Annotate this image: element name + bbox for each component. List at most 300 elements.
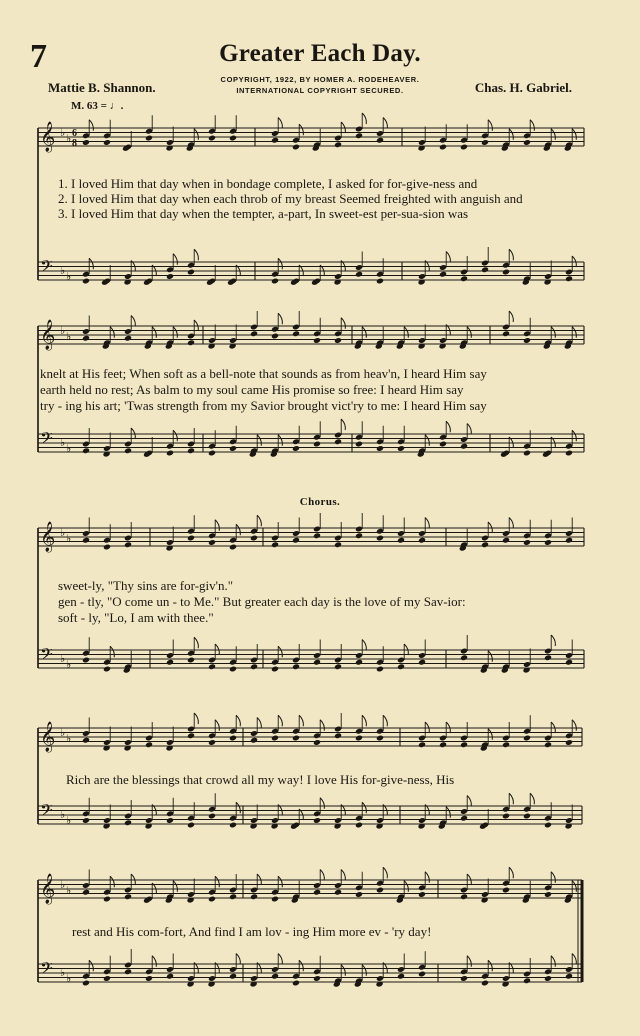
lyric-line: 1. I loved Him that day when in bondage complete, I asked for for-give-ness and — [58, 176, 478, 191]
note-head — [292, 537, 300, 544]
note-flag — [152, 327, 156, 338]
note-head — [439, 144, 447, 151]
note-flag — [173, 327, 177, 338]
note-head — [82, 980, 90, 987]
note-head — [460, 741, 468, 748]
note-flag — [362, 715, 366, 726]
note-flag — [425, 722, 429, 733]
note-flag — [236, 715, 240, 726]
note-flag — [446, 252, 450, 263]
treble-clef: 𝄞 — [40, 522, 56, 552]
lyric-line: sweet-ly, "Thy sins are for-giv'n." — [58, 578, 234, 593]
note-head — [82, 278, 90, 285]
note-flag — [572, 881, 576, 892]
note-head — [187, 732, 195, 739]
note-flag — [383, 867, 387, 878]
flat-sign: ♭ — [66, 815, 72, 827]
note-head — [376, 445, 384, 452]
lyric-line: 2. I loved Him that day when each throb of my breast Seemed freighted with anguish and — [58, 191, 523, 206]
note-head — [271, 735, 279, 742]
note-flag — [530, 120, 534, 131]
note-head — [397, 445, 405, 452]
note-head — [166, 273, 174, 280]
note-head — [439, 441, 447, 448]
note-flag — [467, 424, 471, 435]
note-head — [334, 337, 342, 344]
note-flag — [341, 419, 345, 430]
note-head — [439, 271, 447, 278]
note-head — [103, 975, 111, 982]
note-flag — [173, 430, 177, 441]
note-flag — [551, 872, 555, 883]
note-flag — [467, 874, 471, 885]
note-flag — [467, 327, 471, 338]
note-flag — [278, 876, 282, 887]
note-head — [439, 741, 447, 748]
note-head — [334, 141, 342, 148]
note-flag — [299, 124, 303, 135]
note-head — [271, 137, 279, 144]
note-head — [124, 968, 132, 975]
note-flag — [509, 793, 513, 804]
note-head — [124, 893, 132, 900]
note-head — [376, 666, 384, 673]
note-head — [502, 813, 510, 820]
note-head — [544, 654, 552, 661]
note-flag — [110, 327, 114, 338]
note-flag — [110, 876, 114, 887]
note-head — [292, 330, 300, 337]
note-head — [250, 330, 258, 337]
lyric-line: rest and His com-fort, And find I am lov - ing Him more ev - 'ry day! — [72, 924, 432, 939]
note-head — [418, 891, 426, 898]
author-credit: Mattie B. Shannon. — [48, 80, 156, 95]
note-head — [82, 537, 90, 544]
note-head — [82, 889, 90, 896]
note-head — [82, 737, 90, 744]
note-head — [481, 266, 489, 273]
note-flag — [320, 720, 324, 731]
note-head — [460, 275, 468, 282]
note-flag — [446, 807, 450, 818]
note-head — [376, 137, 384, 144]
note-head — [376, 887, 384, 894]
note-head — [250, 663, 258, 670]
note-head — [187, 822, 195, 829]
flat-sign: ♭ — [60, 527, 66, 539]
note-head — [313, 659, 321, 666]
note-head — [376, 278, 384, 285]
chorus-label: Chorus. — [299, 496, 341, 508]
flat-sign: ♭ — [60, 809, 66, 821]
note-head — [229, 666, 237, 673]
note-flag — [278, 954, 282, 965]
hymn-number: 7 — [30, 38, 47, 75]
note-head — [523, 450, 531, 457]
note-head — [418, 971, 426, 978]
note-head — [502, 887, 510, 894]
note-head — [460, 975, 468, 982]
note-flag — [299, 960, 303, 971]
note-head — [271, 896, 279, 903]
note-head — [460, 893, 468, 900]
metronome-marking: M. 63 = ♩. — [71, 100, 124, 112]
lyric-line: knelt at His feet; When soft as a bell-note that sounds as from heav'n, I heard Him say — [40, 366, 487, 381]
note-flag — [572, 430, 576, 441]
note-head — [334, 438, 342, 445]
note-flag — [89, 258, 93, 269]
note-head — [250, 535, 258, 542]
note-flag — [362, 640, 366, 651]
note-flag — [404, 327, 408, 338]
lyric-line: soft - ly, "Lo, I am with thee." — [58, 610, 214, 625]
note-head — [565, 450, 573, 457]
note-head — [481, 139, 489, 146]
note-head — [187, 269, 195, 276]
note-flag — [257, 718, 261, 729]
note-head — [208, 896, 216, 903]
note-flag — [530, 793, 534, 804]
note-flag — [341, 122, 345, 133]
flat-sign: ♭ — [66, 533, 72, 545]
note-flag — [236, 524, 240, 535]
note-flag — [215, 520, 219, 531]
note-flag — [173, 254, 177, 265]
note-flag — [446, 421, 450, 432]
note-head — [292, 445, 300, 452]
note-head — [250, 737, 258, 744]
flat-sign: ♭ — [66, 331, 72, 343]
time-signature: 8 — [72, 138, 77, 149]
note-flag — [194, 320, 198, 331]
note-head — [103, 139, 111, 146]
note-flag — [278, 118, 282, 129]
note-head — [355, 271, 363, 278]
lyric-line: gen - tly, "O come un - to Me." But greater each day is the love of my Sav-ior: — [58, 594, 466, 609]
note-head — [565, 973, 573, 980]
note-head — [187, 339, 195, 346]
note-head — [544, 891, 552, 898]
note-head — [208, 135, 216, 142]
note-flag — [257, 435, 261, 446]
note-head — [565, 739, 573, 746]
note-head — [313, 975, 321, 982]
note-head — [271, 973, 279, 980]
note-head — [187, 447, 195, 454]
note-head — [145, 741, 153, 748]
note-head — [376, 735, 384, 742]
note-head — [208, 663, 216, 670]
note-head — [544, 741, 552, 748]
note-head — [229, 893, 237, 900]
note-head — [334, 732, 342, 739]
note-head — [82, 335, 90, 342]
note-head — [103, 544, 111, 551]
note-flag — [173, 881, 177, 892]
flat-sign: ♭ — [60, 967, 66, 979]
note-head — [523, 735, 531, 742]
note-flag — [215, 720, 219, 731]
note-head — [334, 889, 342, 896]
note-flag — [383, 715, 387, 726]
note-flag — [488, 651, 492, 662]
note-head — [208, 450, 216, 457]
note-head — [229, 135, 237, 142]
note-head — [565, 659, 573, 666]
note-head — [103, 896, 111, 903]
flat-sign: ♭ — [66, 659, 72, 671]
note-head — [355, 441, 363, 448]
note-flag — [572, 256, 576, 267]
note-head — [523, 977, 531, 984]
note-flag — [341, 870, 345, 881]
flat-sign: ♭ — [66, 443, 72, 455]
note-flag — [110, 646, 114, 657]
note-flag — [215, 876, 219, 887]
note-head — [334, 663, 342, 670]
note-flag — [446, 722, 450, 733]
lyric-line: earth held no rest; As balm to my soul came His promise so free: I heard Him say — [40, 382, 464, 397]
note-flag — [425, 872, 429, 883]
note-head — [355, 822, 363, 829]
note-head — [481, 541, 489, 548]
flat-sign: ♭ — [60, 127, 66, 139]
note-flag — [215, 644, 219, 655]
note-head — [376, 535, 384, 542]
copyright-line: COPYRIGHT, 1922, BY HOMER A. RODEHEAVER. — [220, 75, 420, 84]
note-head — [334, 541, 342, 548]
note-head — [292, 144, 300, 151]
note-flag — [551, 956, 555, 967]
note-head — [313, 441, 321, 448]
flat-sign: ♭ — [60, 437, 66, 449]
note-flag — [467, 956, 471, 967]
note-head — [208, 813, 216, 820]
note-flag — [299, 715, 303, 726]
flat-sign: ♭ — [66, 271, 72, 283]
flat-sign: ♭ — [60, 727, 66, 739]
treble-clef: 𝄞 — [40, 320, 56, 350]
note-flag — [572, 129, 576, 140]
treble-clef: 𝄞 — [40, 122, 56, 152]
note-head — [523, 813, 531, 820]
note-flag — [89, 960, 93, 971]
note-flag — [509, 867, 513, 878]
note-head — [229, 544, 237, 551]
note-flag — [320, 870, 324, 881]
flat-sign: ♭ — [66, 885, 72, 897]
note-flag — [278, 715, 282, 726]
note-flag — [509, 129, 513, 140]
note-flag — [257, 874, 261, 885]
note-head — [103, 666, 111, 673]
note-flag — [551, 129, 555, 140]
note-head — [523, 539, 531, 546]
note-head — [502, 330, 510, 337]
note-flag — [320, 798, 324, 809]
note-flag — [341, 965, 345, 976]
note-head — [313, 817, 321, 824]
note-flag — [509, 518, 513, 529]
copyright-notice: INTERNATIONAL COPYRIGHT SECURED. — [236, 86, 404, 95]
note-head — [166, 450, 174, 457]
note-flag — [509, 249, 513, 260]
note-flag — [362, 113, 366, 124]
composer-credit: Chas. H. Gabriel. — [474, 80, 572, 95]
note-head — [565, 537, 573, 544]
lyric-line: try - ing his art; 'Twas strength from my Savior brought vict'ry to me: I heard Him say — [40, 398, 487, 413]
note-head — [502, 269, 510, 276]
flat-sign: ♭ — [60, 265, 66, 277]
note-head — [166, 817, 174, 824]
note-head — [460, 144, 468, 151]
note-head — [208, 539, 216, 546]
note-head — [292, 735, 300, 742]
note-flag — [89, 120, 93, 131]
note-head — [145, 135, 153, 142]
note-head — [82, 817, 90, 824]
note-head — [523, 337, 531, 344]
flat-sign: ♭ — [60, 653, 66, 665]
note-flag — [236, 802, 240, 813]
note-head — [124, 541, 132, 548]
note-flag — [278, 258, 282, 269]
note-flag — [488, 522, 492, 533]
note-flag — [341, 318, 345, 329]
treble-clef: 𝄞 — [40, 874, 56, 904]
flat-sign: ♭ — [60, 879, 66, 891]
note-flag — [383, 118, 387, 129]
note-flag — [131, 874, 135, 885]
note-head — [229, 822, 237, 829]
note-flag — [278, 646, 282, 657]
note-flag — [404, 881, 408, 892]
note-flag — [551, 722, 555, 733]
note-head — [460, 815, 468, 822]
note-flag — [362, 802, 366, 813]
note-head — [355, 891, 363, 898]
note-head — [250, 893, 258, 900]
lyric-line: Rich are the blessings that crowd all my way! I love His for-give-ness, His — [66, 772, 455, 787]
note-head — [166, 659, 174, 666]
note-head — [397, 973, 405, 980]
note-head — [271, 666, 279, 673]
note-flag — [572, 720, 576, 731]
note-flag — [488, 960, 492, 971]
note-head — [124, 819, 132, 826]
note-head — [355, 659, 363, 666]
note-flag — [488, 729, 492, 740]
note-head — [460, 654, 468, 661]
note-flag — [509, 311, 513, 322]
note-head — [313, 532, 321, 539]
note-head — [124, 447, 132, 454]
note-head — [271, 278, 279, 285]
note-flag — [425, 435, 429, 446]
note-head — [502, 537, 510, 544]
time-signature: 6 — [72, 128, 77, 139]
note-flag — [278, 313, 282, 324]
note-head — [397, 663, 405, 670]
bass-clef: 𝄢 — [40, 256, 53, 280]
note-head — [418, 537, 426, 544]
note-head — [481, 980, 489, 987]
note-head — [355, 132, 363, 139]
note-head — [313, 739, 321, 746]
note-flag — [131, 316, 135, 327]
note-head — [166, 973, 174, 980]
note-flag — [194, 637, 198, 648]
hymn-title: Greater Each Day. — [219, 40, 421, 67]
flat-sign: ♭ — [66, 133, 72, 145]
note-head — [502, 741, 510, 748]
note-flag — [362, 965, 366, 976]
note-head — [292, 980, 300, 987]
note-flag — [194, 129, 198, 140]
flat-sign: ♭ — [60, 325, 66, 337]
flat-sign: ♭ — [66, 733, 72, 745]
note-head — [523, 139, 531, 146]
note-flag — [551, 635, 555, 646]
note-head — [418, 741, 426, 748]
note-head — [229, 735, 237, 742]
note-head — [271, 541, 279, 548]
note-flag — [467, 796, 471, 807]
bass-clef: 𝄢 — [40, 800, 53, 824]
note-head — [544, 975, 552, 982]
note-flag — [362, 327, 366, 338]
note-head — [229, 445, 237, 452]
note-head — [544, 539, 552, 546]
note-head — [208, 739, 216, 746]
note-head — [82, 447, 90, 454]
lyric-line: 3. I loved Him that day when the tempter, a-part, In sweet-est per-sua-sion was — [58, 206, 469, 221]
note-flag — [488, 120, 492, 131]
note-head — [145, 975, 153, 982]
note-head — [271, 333, 279, 340]
note-flag — [278, 435, 282, 446]
note-head — [124, 335, 132, 342]
note-flag — [131, 428, 135, 439]
flat-sign: ♭ — [66, 973, 72, 985]
note-head — [355, 735, 363, 742]
note-flag — [572, 327, 576, 338]
note-head — [313, 337, 321, 344]
note-flag — [257, 515, 261, 526]
note-head — [187, 657, 195, 664]
note-flag — [404, 644, 408, 655]
bass-clef: 𝄢 — [40, 958, 53, 982]
bass-clef: 𝄢 — [40, 428, 53, 452]
note-head — [418, 659, 426, 666]
note-flag — [551, 327, 555, 338]
note-flag — [194, 713, 198, 724]
note-head — [544, 822, 552, 829]
note-flag — [152, 956, 156, 967]
note-flag — [572, 954, 576, 965]
note-head — [82, 657, 90, 664]
note-head — [229, 973, 237, 980]
note-head — [460, 443, 468, 450]
treble-clef: 𝄞 — [40, 722, 56, 752]
note-head — [82, 139, 90, 146]
note-head — [313, 889, 321, 896]
bass-clef: 𝄢 — [40, 644, 53, 668]
note-flag — [194, 249, 198, 260]
note-flag — [425, 518, 429, 529]
note-flag — [236, 954, 240, 965]
note-head — [397, 537, 405, 544]
